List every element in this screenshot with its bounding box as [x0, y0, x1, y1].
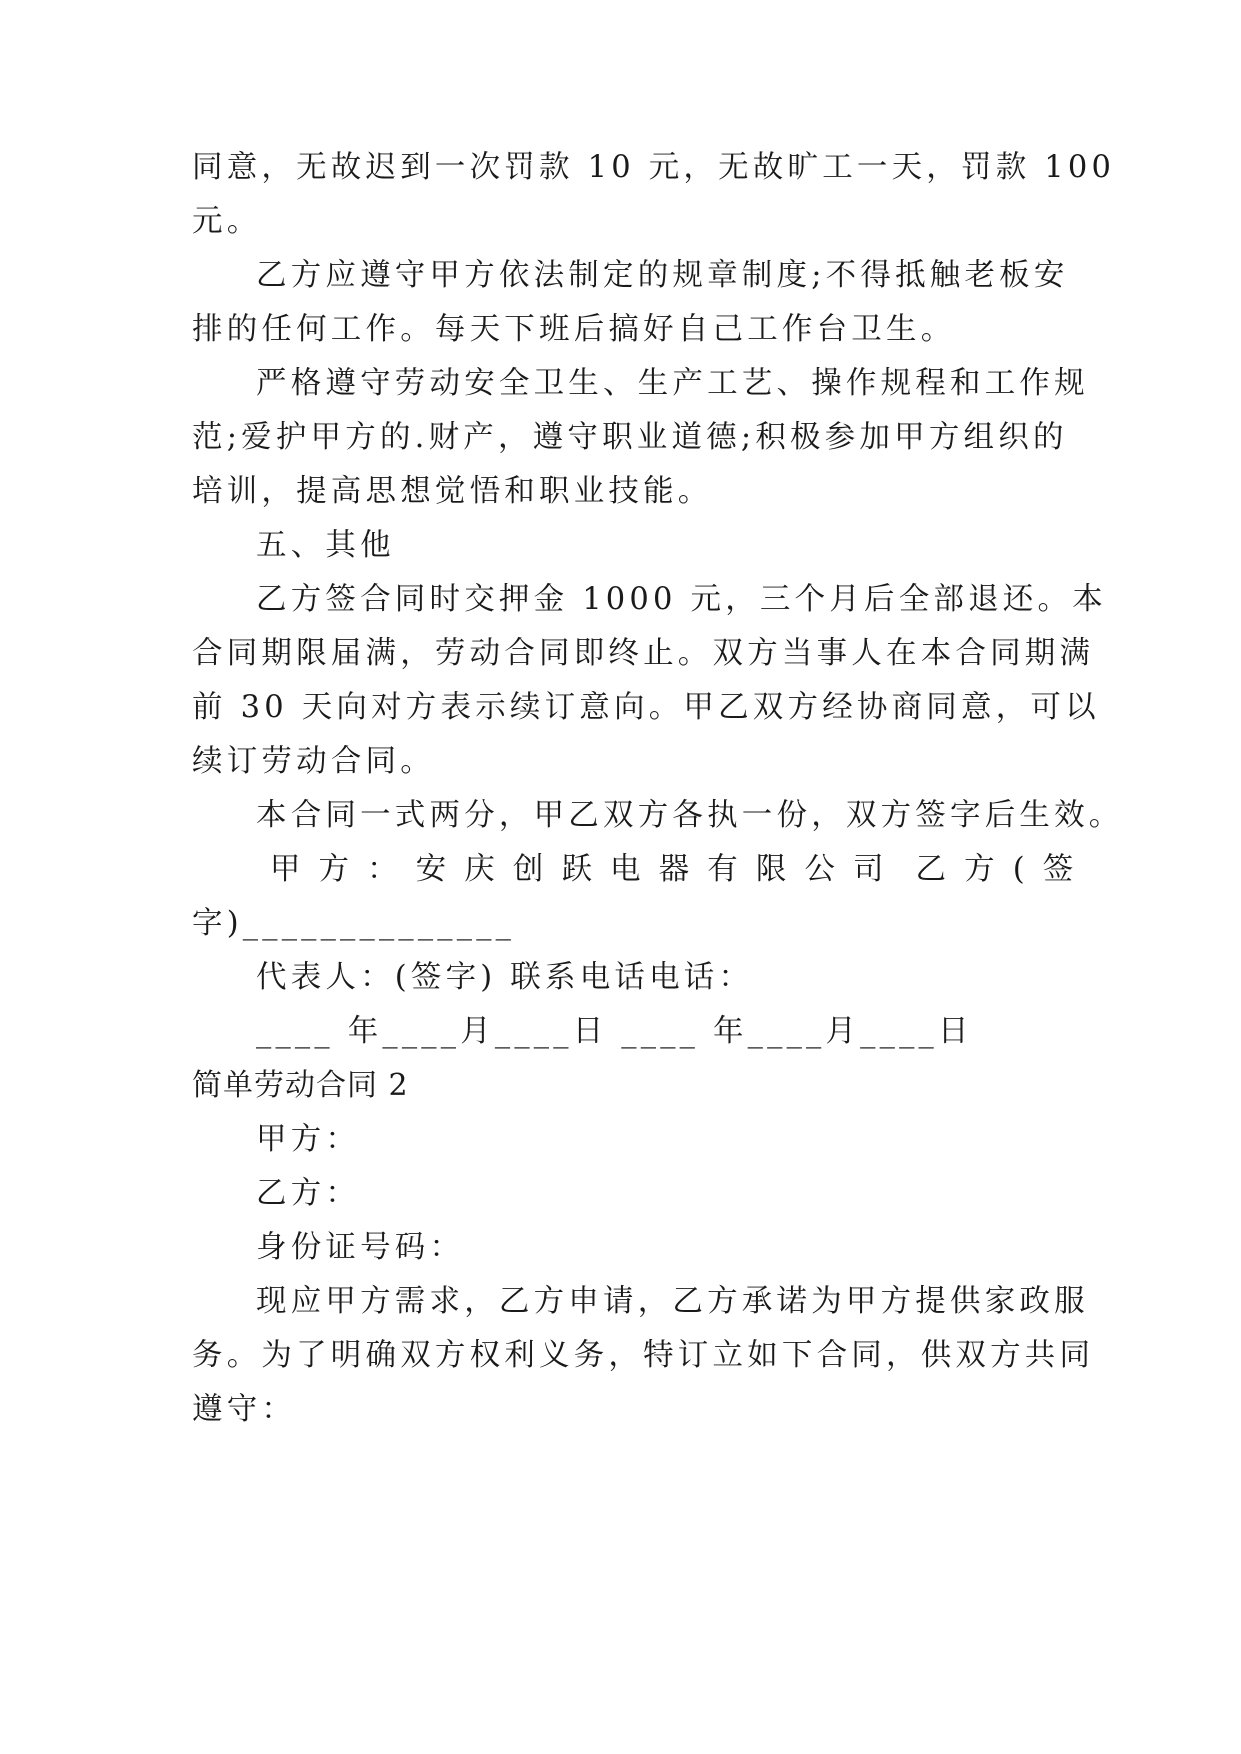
paragraph-line: 严格遵守劳动安全卫生、生产工艺、操作规程和工作规 — [256, 366, 1089, 401]
signature-line: 字)______________ — [192, 906, 516, 941]
paragraph-line: 续订劳动合同。 — [192, 744, 435, 779]
signature-line: 甲 方 ： 安 庆 创 跃 电 器 有 限 公 司 乙 方 ( 签 — [256, 852, 1078, 887]
party-b-label: 乙方： — [256, 1176, 361, 1211]
section-heading: 五、其他 — [256, 528, 395, 563]
party-a-label: 甲方： — [256, 1122, 361, 1157]
paragraph-line: 元。 — [192, 204, 262, 239]
paragraph-line: 前 30 天向对方表示续订意向。甲乙双方经协商同意，可以 — [192, 690, 1100, 725]
paragraph-line: 合同期限届满，劳动合同即终止。双方当事人在本合同期满 — [192, 636, 1095, 671]
paragraph-line: 本合同一式两分，甲乙双方各执一份，双方签字后生效。 — [256, 798, 1124, 833]
paragraph-line: 乙方应遵守甲方依法制定的规章制度;不得抵触老板安 — [256, 258, 1069, 293]
paragraph-line: 同意，无故迟到一次罚款 10 元，无故旷工一天，罚款 100 — [192, 150, 1116, 185]
paragraph-line: 乙方签合同时交押金 1000 元，三个月后全部退还。本 — [256, 582, 1107, 617]
paragraph-line: 遵守： — [192, 1392, 297, 1427]
paragraph-line: 排的任何工作。每天下班后搞好自己工作台卫生。 — [192, 312, 956, 347]
representative-line: 代表人：(签字) 联系电话电话： — [256, 960, 754, 995]
id-number-label: 身份证号码： — [256, 1230, 465, 1265]
paragraph-line: 范;爱护甲方的.财产，遵守职业道德;积极参加甲方组织的 — [192, 420, 1068, 455]
document-title: 简单劳动合同 2 — [192, 1068, 409, 1103]
paragraph-line: 现应甲方需求，乙方申请，乙方承诺为甲方提供家政服 — [256, 1284, 1089, 1319]
date-line: ____ 年____月____日 ____ 年____月____日 — [256, 1014, 973, 1049]
paragraph-line: 务。为了明确双方权利义务，特订立如下合同，供双方共同 — [192, 1338, 1095, 1373]
paragraph-line: 培训，提高思想觉悟和职业技能。 — [192, 474, 713, 509]
